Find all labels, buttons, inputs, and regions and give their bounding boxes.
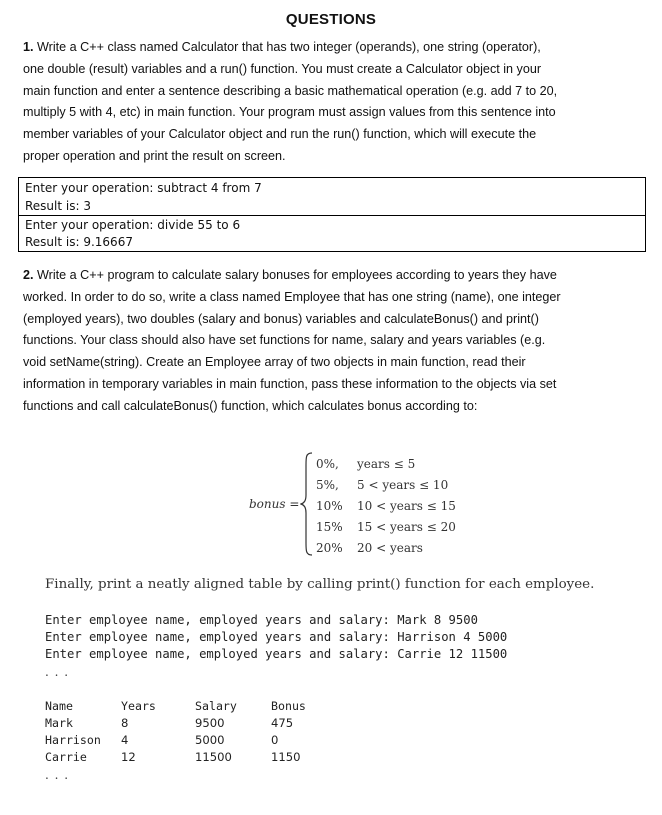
formula-rate: 0%, [316,457,339,471]
page-title: QUESTIONS [285,11,377,28]
table-cell: 475 [271,716,294,730]
table-cell: 0 [271,733,279,747]
formula-condition: 15 < years ≤ 20 [357,520,456,534]
table-header: Bonus [271,699,306,713]
example-output-box [18,177,646,252]
question-1-number: 1. [23,40,34,54]
formula-condition: 20 < years [357,541,423,555]
question-1-line: 1. Write a C++ class named Calculator that has two integer (operands), one string (operator), [23,40,541,54]
question-2-text [23,265,645,418]
question-2-line: (employed years), two doubles (salary and bonus) variables and calculateBonus() and print() [23,311,539,326]
example-line: Result is: 9.16667 [25,235,133,249]
example-line: Result is: 3 [25,199,91,213]
left-brace-icon [300,451,314,557]
table-cell: 9500 [195,716,225,730]
table-cell: 8 [121,716,129,730]
input-line: Enter employee name, employed years and salary: Harrison 4 5000 [45,630,508,644]
table-header: Salary [195,699,237,713]
question-1-line: one double (result) variables and a run() function. You must create a Calculator object in your [23,61,542,76]
formula-condition: years ≤ 5 [357,457,416,471]
formula-condition: 10 < years ≤ 15 [357,499,456,513]
question-2-line: worked. In order to do so, write a class named Employee that has one string (name), one integer [23,289,561,304]
formula-lhs: bonus = [249,497,300,511]
formula-rate: 15% [316,520,343,534]
question-2-line: 2. Write a C++ program to calculate salary bonuses for employees according to years they have [23,268,557,282]
question-2-line: information in temporary variables in main function, pass these information to the objects via set [23,376,557,391]
formula-rate: 10% [316,499,343,513]
question-1-line: multiply 5 with 4, etc) in main function. Your program must assign values from this sentence into [23,105,556,120]
table-cell: Harrison [45,733,101,747]
formula-rate: 5%, [316,478,339,492]
question-2-line: void setName(string). Create an Employee array of two objects in main function, read their [23,355,526,370]
table-header: Name [45,699,73,713]
input-line: Enter employee name, employed years and salary: Carrie 12 11500 [45,647,508,661]
question-1-line: proper operation and print the result on screen. [23,148,286,163]
example-line: Enter your operation: divide 55 to 6 [25,218,241,232]
table-cell: Carrie [45,750,87,764]
ellipsis: . . . [45,768,70,782]
question-1-line: main function and enter a sentence describing a basic mathematical operation (e.g. add 7 to 20, [23,83,558,98]
table-cell: 12 [121,750,136,764]
example-line: Enter your operation: subtract 4 from 7 [25,181,262,195]
question-2-number: 2. [23,268,34,282]
example-divider [19,215,645,216]
ellipsis: . . . [45,665,70,679]
formula-condition: 5 < years ≤ 10 [357,478,449,492]
question-2-line: functions and call calculateBonus() function, which calculates bonus according to: [23,398,478,413]
table-cell: 5000 [195,733,225,747]
question-1-text [23,37,645,168]
table-cell: Mark [45,716,73,730]
question-1-line: member variables of your Calculator object and run the run() function, which will execute the [23,127,537,142]
table-cell: 4 [121,733,129,747]
table-header: Years [121,699,156,713]
input-line: Enter employee name, employed years and salary: Mark 8 9500 [45,613,478,627]
table-cell: 1150 [271,750,301,764]
formula-rate: 20% [316,541,343,555]
question-2-line: functions. Your class should also have set functions for name, salary and years variables (e.g. [23,333,546,348]
table-cell: 11500 [195,750,232,764]
finally-text: Finally, print a neatly aligned table by calling print() function for each employee. [45,577,595,592]
